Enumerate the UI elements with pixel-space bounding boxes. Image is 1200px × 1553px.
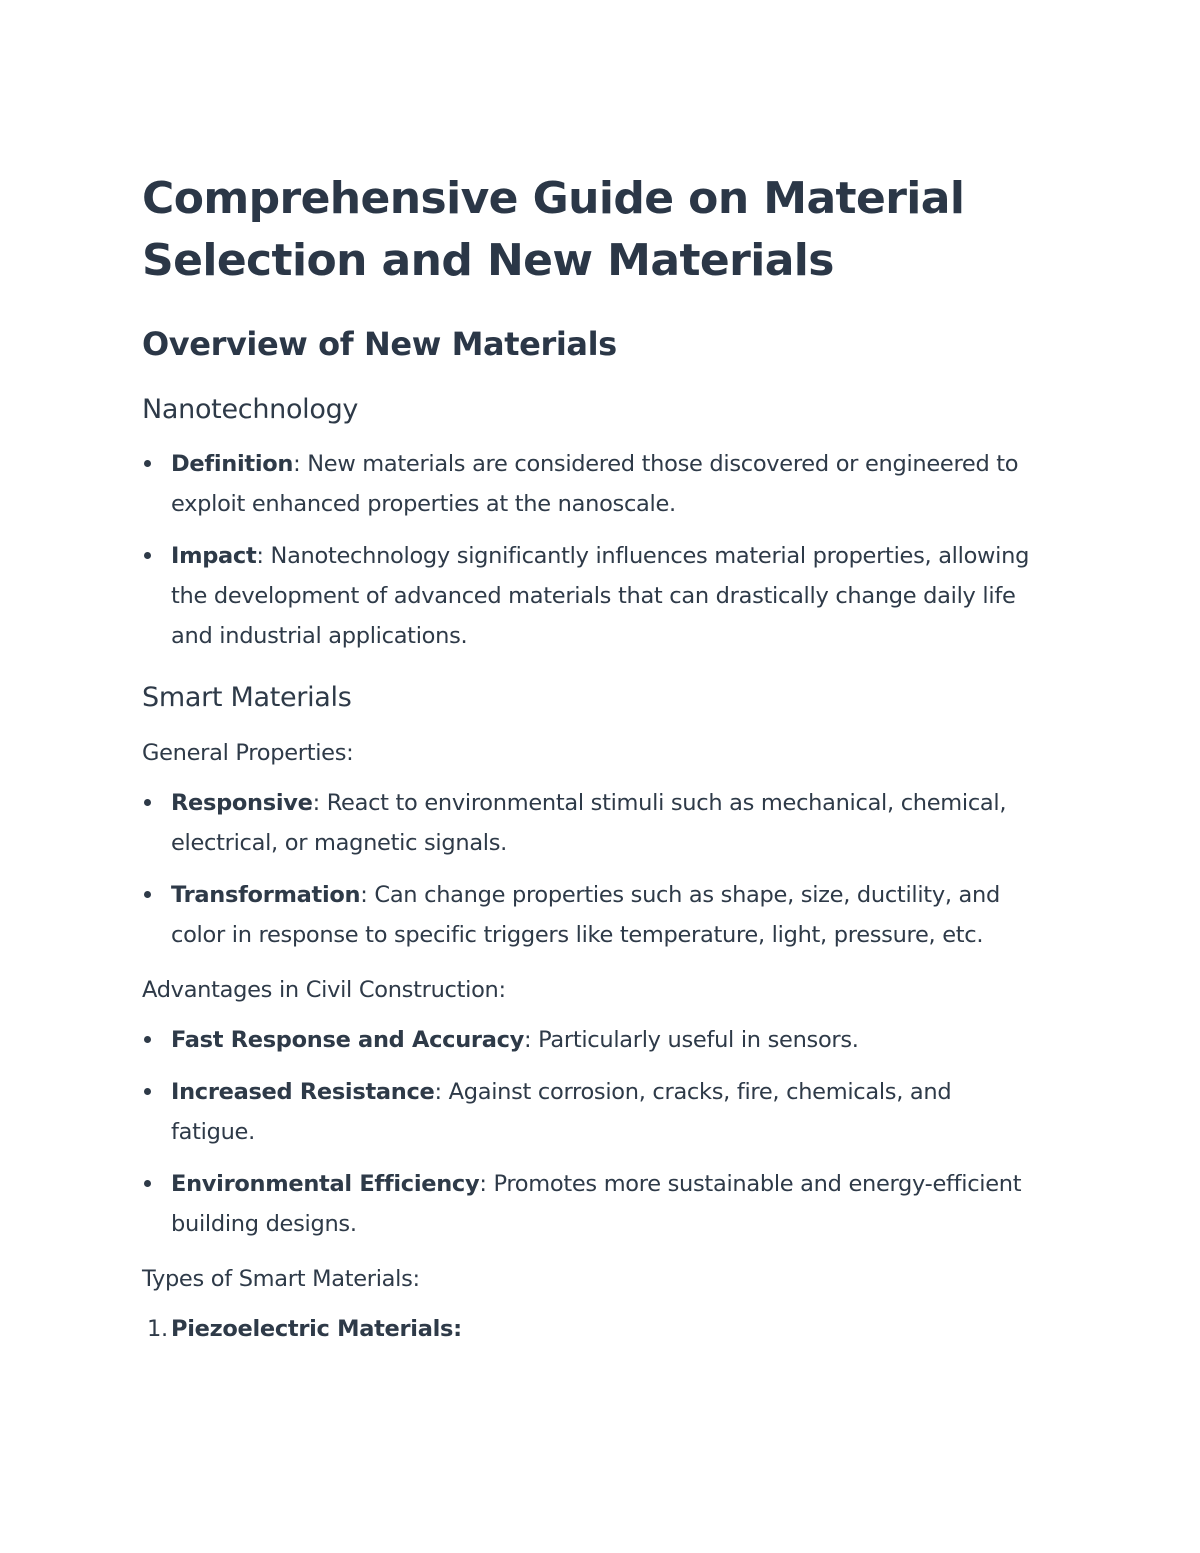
types-list — [142, 1309, 1042, 1349]
document-page — [142, 168, 1042, 1349]
bullet-icon — [144, 891, 151, 898]
list-item — [142, 1164, 1042, 1244]
general-properties-list — [142, 783, 1042, 955]
list-item-term: Transformation — [171, 882, 361, 908]
general-properties-label: General Properties: — [142, 740, 354, 766]
list-item-term: Environmental Efficiency — [171, 1171, 480, 1197]
list-item — [142, 1020, 1042, 1060]
list-item-text: : New materials are considered those discovered or engineered to exploit enhanced properties at the nanoscale. — [171, 451, 1019, 517]
list-item-term: Increased Resistance — [171, 1079, 435, 1105]
section-heading-overview: Overview of New Materials — [142, 325, 617, 363]
list-item — [142, 1072, 1042, 1152]
list-item — [142, 444, 1042, 524]
nanotechnology-list — [142, 444, 1042, 656]
list-item-text: : Particularly useful in sensors. — [524, 1027, 859, 1053]
list-item-term: Definition — [171, 451, 294, 477]
bullet-icon — [144, 799, 151, 806]
document-title: Comprehensive Guide on Material Selection and New Materials — [142, 173, 965, 286]
list-item-number: 1. — [147, 1316, 168, 1342]
advantages-list — [142, 1020, 1042, 1244]
list-item-text: : Promotes more sustainable and energy-efficient building designs. — [171, 1171, 1022, 1237]
list-item-term: Responsive — [171, 790, 313, 816]
bullet-icon — [144, 1180, 151, 1187]
subsection-heading-smart-materials: Smart Materials — [142, 682, 352, 713]
bullet-icon — [144, 1036, 151, 1043]
list-item-text: Piezoelectric Materials: — [171, 1316, 462, 1342]
list-item — [142, 1309, 1042, 1349]
types-label: Types of Smart Materials: — [142, 1266, 420, 1292]
list-item-text: : Can change properties such as shape, size, ductility, and color in response to specific triggers like temperature, light, pressure, etc. — [171, 882, 1000, 948]
list-item-term: Fast Response and Accuracy — [171, 1027, 524, 1053]
list-item-text: : Against corrosion, cracks, fire, chemicals, and fatigue. — [171, 1079, 952, 1145]
list-item-text: : React to environmental stimuli such as mechanical, chemical, electrical, or magnetic signals. — [171, 790, 1007, 856]
subsection-heading-nanotechnology: Nanotechnology — [142, 394, 359, 425]
bullet-icon — [144, 1088, 151, 1095]
bullet-icon — [144, 460, 151, 467]
list-item — [142, 875, 1042, 955]
list-item — [142, 536, 1042, 656]
list-item — [142, 783, 1042, 863]
advantages-label: Advantages in Civil Construction: — [142, 977, 506, 1003]
list-item-text: : Nanotechnology significantly influences material properties, allowing the development of advanced materials that can drastically change daily life and industrial applications. — [171, 543, 1030, 649]
list-item-term: Impact — [171, 543, 257, 569]
bullet-icon — [144, 552, 151, 559]
